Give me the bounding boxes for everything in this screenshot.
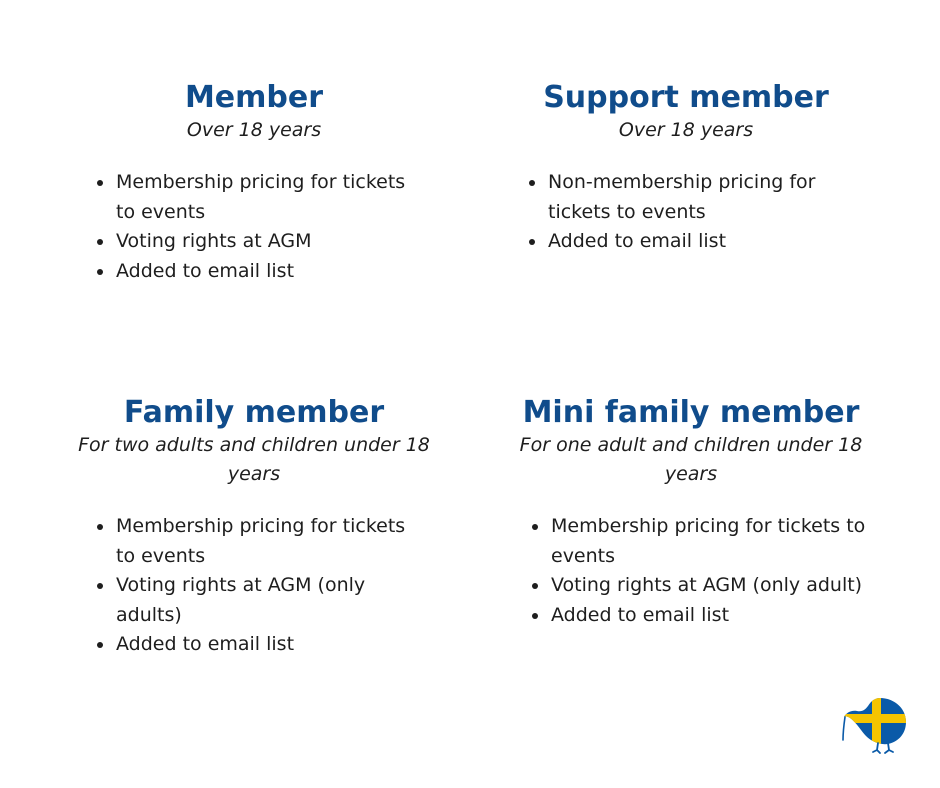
benefit-item: Membership pricing for tickets to events <box>96 168 416 227</box>
benefit-item: Added to email list <box>96 257 416 287</box>
benefit-item: Membership pricing for tickets to events <box>531 512 866 571</box>
membership-card-support-member <box>516 80 856 257</box>
benefit-item: Added to email list <box>531 601 866 631</box>
membership-card-mini-family-member <box>516 395 866 630</box>
card-subtitle: Over 18 years <box>186 119 322 141</box>
membership-card-family-member <box>74 395 434 660</box>
kiwi-swedish-flag-icon <box>842 692 910 756</box>
benefits-list <box>96 168 416 286</box>
benefit-item: Membership pricing for tickets to events <box>96 512 426 571</box>
card-subtitle: For two adults and children under 18 years <box>78 434 430 485</box>
benefits-list <box>528 168 848 257</box>
card-title: Support member <box>543 80 829 115</box>
benefits-list <box>531 512 866 630</box>
benefit-item: Voting rights at AGM (only adult) <box>531 571 866 601</box>
card-title: Family member <box>123 395 385 430</box>
card-title: Member <box>184 80 324 115</box>
card-subtitle: Over 18 years <box>618 119 754 141</box>
benefit-item: Non-membership pricing for tickets to events <box>528 168 848 227</box>
benefit-item: Added to email list <box>528 227 848 257</box>
benefit-item: Voting rights at AGM <box>96 227 416 257</box>
card-title: Mini family member <box>522 395 860 430</box>
benefit-item: Added to email list <box>96 630 426 660</box>
card-subtitle: For one adult and children under 18 years <box>519 434 863 485</box>
membership-card-member <box>84 80 424 286</box>
benefit-item: Voting rights at AGM (only adults) <box>96 571 426 630</box>
benefits-list <box>96 512 426 660</box>
